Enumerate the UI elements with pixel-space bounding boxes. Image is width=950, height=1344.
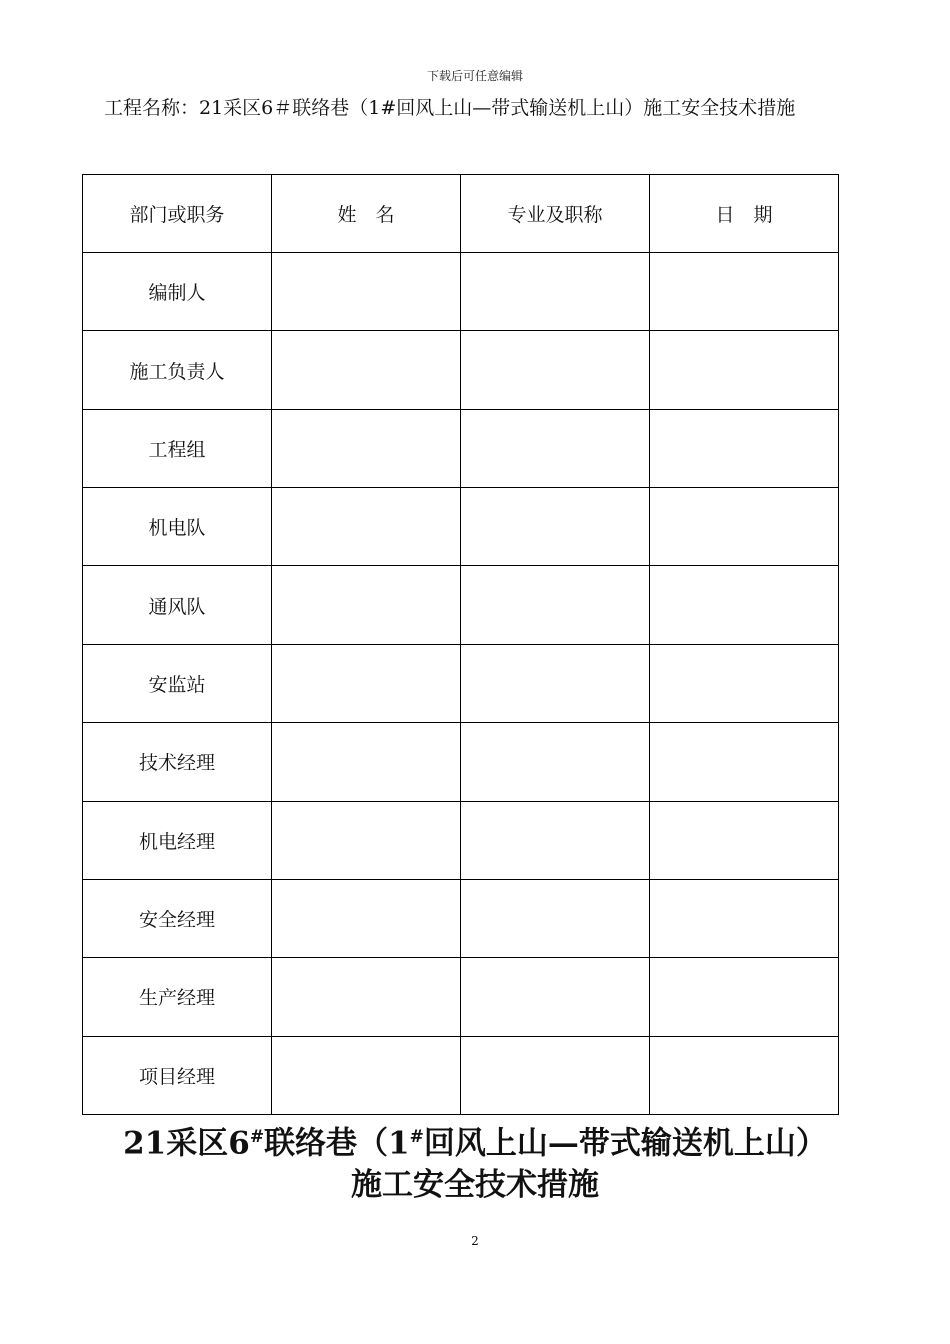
header-title: 专业及职称 (461, 175, 650, 253)
name-cell[interactable] (272, 879, 461, 957)
date-cell[interactable] (650, 566, 839, 644)
table-row (83, 958, 839, 1036)
title-cell[interactable] (461, 1036, 650, 1114)
role-cell: 施工负责人 (83, 331, 272, 409)
name-cell[interactable] (272, 801, 461, 879)
title-part-1: 21采区6 (123, 1125, 250, 1162)
title-part-2: 联络巷（1 (264, 1125, 410, 1162)
date-cell[interactable] (650, 723, 839, 801)
table-row (83, 801, 839, 879)
title-cell[interactable] (461, 958, 650, 1036)
date-cell[interactable] (650, 644, 839, 722)
table-row (83, 644, 839, 722)
title-cell[interactable] (461, 801, 650, 879)
table-row (83, 879, 839, 957)
role-cell: 技术经理 (83, 723, 272, 801)
role-cell: 通风队 (83, 566, 272, 644)
role-cell: 生产经理 (83, 958, 272, 1036)
table-row (83, 409, 839, 487)
title-cell[interactable] (461, 253, 650, 331)
role-cell: 项目经理 (83, 1036, 272, 1114)
name-cell[interactable] (272, 566, 461, 644)
date-cell[interactable] (650, 1036, 839, 1114)
role-cell: 机电队 (83, 488, 272, 566)
role-cell: 安监站 (83, 644, 272, 722)
title-part-3: 回风上山—带式输送机上山）施工安全技术措施 (351, 1125, 827, 1204)
role-cell: 机电经理 (83, 801, 272, 879)
signature-table (82, 174, 839, 1115)
table-row (83, 723, 839, 801)
date-cell[interactable] (650, 409, 839, 487)
title-cell[interactable] (461, 409, 650, 487)
title-cell[interactable] (461, 566, 650, 644)
date-cell[interactable] (650, 879, 839, 957)
header-department: 部门或职务 (83, 175, 272, 253)
name-cell[interactable] (272, 1036, 461, 1114)
title-cell[interactable] (461, 723, 650, 801)
document-title (110, 1116, 840, 1206)
table-row (83, 253, 839, 331)
table-row (83, 331, 839, 409)
title-cell[interactable] (461, 488, 650, 566)
title-sup-2: # (409, 1127, 424, 1147)
date-cell[interactable] (650, 488, 839, 566)
table-header-row (83, 175, 839, 253)
date-cell[interactable] (650, 253, 839, 331)
name-cell[interactable] (272, 644, 461, 722)
table-row (83, 1036, 839, 1114)
role-cell: 编制人 (83, 253, 272, 331)
name-cell[interactable] (272, 331, 461, 409)
name-cell[interactable] (272, 958, 461, 1036)
table-row (83, 566, 839, 644)
title-cell[interactable] (461, 331, 650, 409)
project-name-line: 工程名称：21采区6＃联络巷（1#回风上山—带式输送机上山）施工安全技术措施 (104, 97, 796, 119)
header-date: 日 期 (650, 175, 839, 253)
header-name: 姓 名 (272, 175, 461, 253)
title-cell[interactable] (461, 644, 650, 722)
role-cell: 安全经理 (83, 879, 272, 957)
page-number: 2 (471, 1234, 479, 1248)
name-cell[interactable] (272, 409, 461, 487)
name-cell[interactable] (272, 253, 461, 331)
title-sup-1: # (249, 1127, 265, 1147)
title-cell[interactable] (461, 879, 650, 957)
role-cell: 工程组 (83, 409, 272, 487)
header-note: 下载后可任意编辑 (426, 69, 523, 83)
name-cell[interactable] (272, 723, 461, 801)
name-cell[interactable] (272, 488, 461, 566)
date-cell[interactable] (650, 331, 839, 409)
date-cell[interactable] (650, 801, 839, 879)
table-row (83, 488, 839, 566)
date-cell[interactable] (650, 958, 839, 1036)
